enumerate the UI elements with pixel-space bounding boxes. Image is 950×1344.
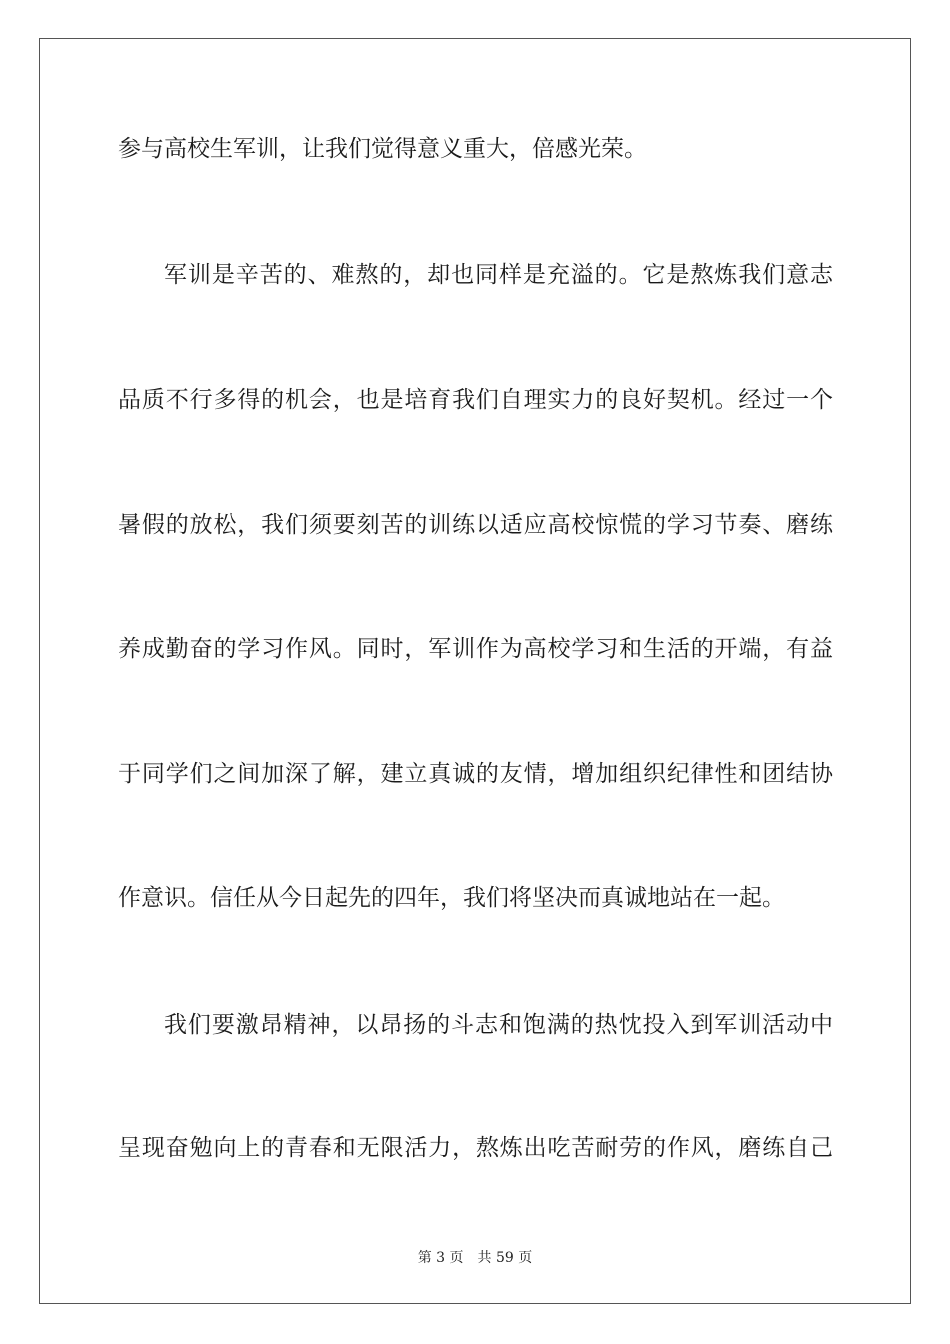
text-line: 我们要激昂精神，以昂扬的斗志和饱满的热忱投入到军训活动中 xyxy=(164,1012,833,1038)
text-line: 暑假的放松，我们须要刻苦的训练以适应高校惊慌的学习节奏、磨练 xyxy=(118,512,833,538)
text-line: 作意识。信任从今日起先的四年，我们将坚决而真诚地站在一起。 xyxy=(118,885,785,911)
text-line: 呈现奋勉向上的青春和无限活力，熬炼出吃苦耐劳的作风，磨练自己 xyxy=(118,1135,833,1161)
total-pages: 共 59 页 xyxy=(477,1250,533,1266)
text-line: 军训是辛苦的、难熬的，却也同样是充溢的。它是熬炼我们意志 xyxy=(164,262,833,288)
text-line: 于同学们之间加深了解，建立真诚的友情，增加组织纪律性和团结协 xyxy=(118,761,833,787)
text-line: 品质不行多得的机会，也是培育我们自理实力的良好契机。经过一个 xyxy=(118,387,833,413)
text-line: 养成勤奋的学习作风。同时，军训作为高校学习和生活的开端，有益 xyxy=(118,636,833,662)
page-border xyxy=(39,38,911,1304)
page-footer xyxy=(0,1249,950,1267)
page-number: 第 3 页 xyxy=(417,1250,464,1266)
text-line: 参与高校生军训，让我们觉得意义重大，倍感光荣。 xyxy=(118,136,647,162)
